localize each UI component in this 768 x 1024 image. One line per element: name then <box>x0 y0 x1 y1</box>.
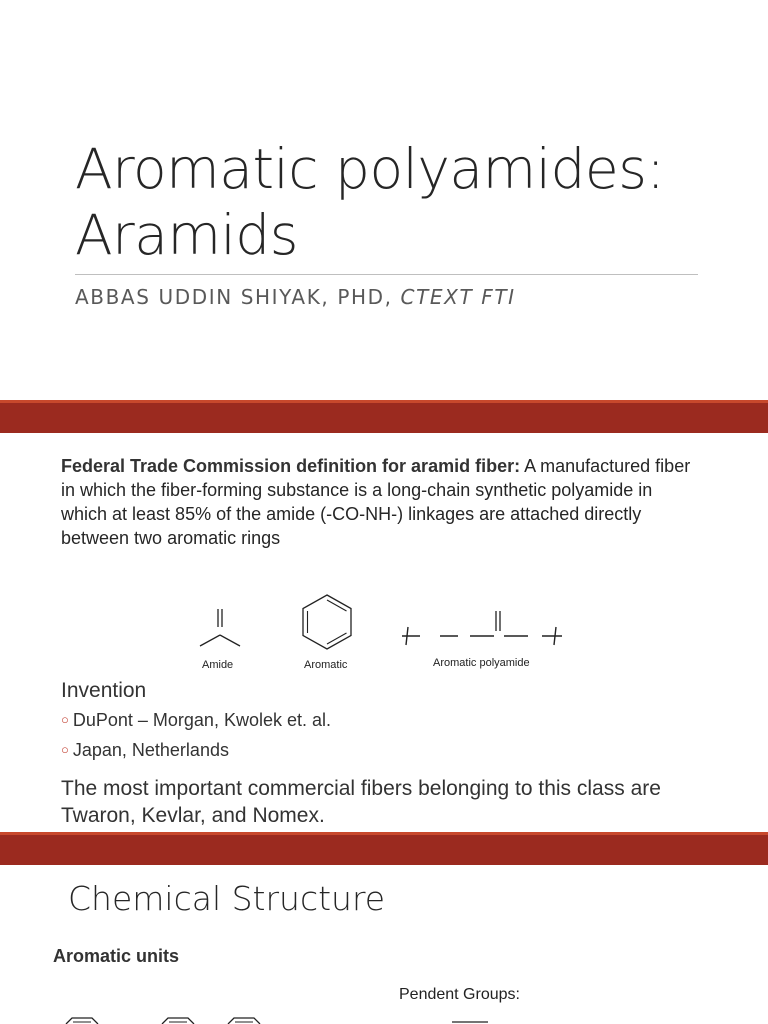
invention-heading: Invention <box>61 679 147 702</box>
author-name: ABBAS UDDIN SHIYAK, PHD, <box>75 285 401 309</box>
slide-separator <box>0 832 768 865</box>
slide-separator <box>0 400 768 433</box>
slide-subtitle <box>75 285 516 309</box>
closing-statement: The most important commercial fibers belonging to this class are Twaron, Kevlar, and Nomex. <box>61 777 661 827</box>
definition-body: A manufactured fiber in which the fiber-forming substance is a long-chain synthetic polyamide in which at least 85% of the amide (-CO-NH-) linkages are attached directly between two aromatic rings <box>61 456 691 548</box>
chemical-structure-slide <box>0 865 768 1024</box>
title-line-1: Aromatic polyamides: <box>75 137 665 201</box>
benzene-ring-icon <box>160 1016 196 1024</box>
slide-title <box>75 136 715 268</box>
bullet-circle-icon: ○ <box>61 742 69 757</box>
aromatic-polyamide-structure-icon <box>396 605 568 649</box>
ftc-definition <box>61 454 701 550</box>
author-affiliation: CTEXT FTI <box>400 285 516 309</box>
title-slide <box>0 0 768 400</box>
slide-title: Chemical Structure <box>68 879 386 918</box>
benzene-ring-icon <box>64 1016 100 1024</box>
aromatic-label: Aromatic <box>304 659 348 671</box>
amide-label: Amide <box>202 659 234 671</box>
amide-structure-icon <box>192 605 248 649</box>
aromatic-polyamide-label: Aromatic polyamide <box>433 657 530 669</box>
bullet-circle-icon: ○ <box>61 712 69 727</box>
definition-slide <box>0 433 768 832</box>
bullet-item <box>61 710 331 731</box>
title-divider <box>75 274 698 275</box>
pendent-groups-label: Pendent Groups: <box>399 986 520 1003</box>
aromatic-units-heading: Aromatic units <box>53 946 180 966</box>
bullet-text: Japan, Netherlands <box>72 740 229 760</box>
bullet-item <box>61 740 229 761</box>
bullet-text: DuPont – Morgan, Kwolek et. al. <box>72 710 331 730</box>
benzene-ring-icon <box>300 593 354 651</box>
title-line-2: Aramids <box>75 203 298 267</box>
definition-heading: Federal Trade Commission definition for aramid fiber: <box>61 456 521 476</box>
pendent-group-structure-icon <box>450 1019 490 1024</box>
benzene-ring-icon <box>226 1016 262 1024</box>
